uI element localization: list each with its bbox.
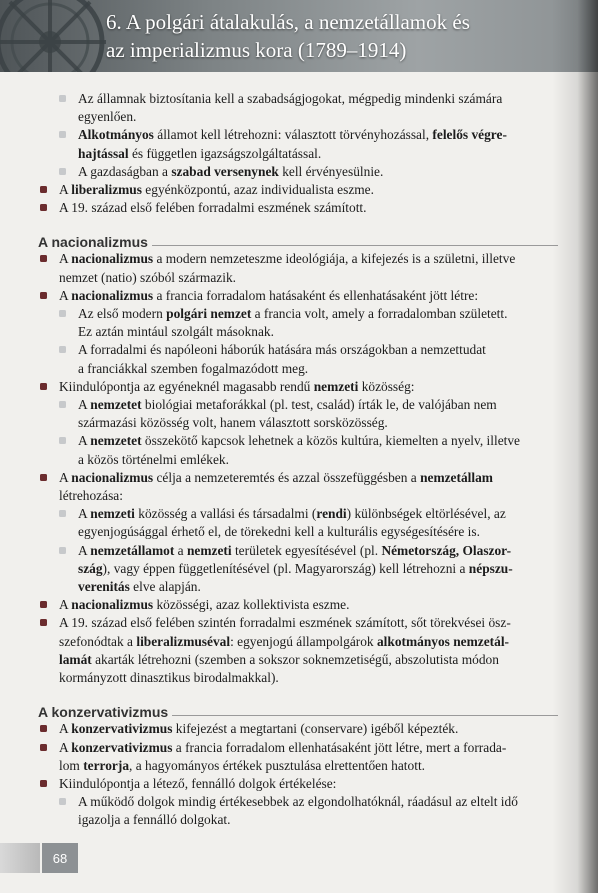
text-run: biológiai metaforákkal (pl. test, család) írták le, de valójában nem <box>141 397 497 413</box>
section-heading <box>38 696 558 720</box>
section-gap <box>38 217 558 226</box>
text-run: nemzet (natio) szóból származik. <box>59 269 236 285</box>
bold-term: nemzetállamot <box>90 542 175 558</box>
text-run: a francia forradalom ellenhatásaként jött létre, mert a forrada- <box>172 739 507 755</box>
text-run: igazolja a fennálló dolgokat. <box>78 812 231 828</box>
text-run: és független igazságszolgáltatással. <box>128 145 322 161</box>
text-line <box>38 378 558 396</box>
text-run: a francia volt, amely a forradalomban született. <box>251 306 508 322</box>
bold-term: szabad versenynek <box>171 163 279 179</box>
text-run: A <box>78 542 91 558</box>
text-run: közösség: <box>358 378 415 394</box>
page-number: 68 <box>42 843 78 873</box>
text-line <box>38 181 558 199</box>
text-run: ), vagy éppen függetlenítésével (pl. Magyarország) kell létrehozni a <box>102 560 469 576</box>
text-line <box>38 720 558 738</box>
text-run: államot kell létrehozni: választott törvényhozással, <box>153 127 433 143</box>
bold-term: felelős végre- <box>432 127 507 143</box>
text-line <box>38 323 558 341</box>
text-line <box>38 487 558 505</box>
bold-term: nacionalizmus <box>71 287 154 303</box>
text-run: összekötő kapcsok lehetnek a közös kultúra, kiemelten a nyelv, illetve <box>141 433 520 449</box>
text-run: szefonódtak a <box>59 633 137 649</box>
bold-term: liberalizmus <box>71 182 142 198</box>
text-line <box>38 451 558 469</box>
text-run: A 19. század első felében szintén forradalmi eszmének számított, sőt törekvései ösz- <box>59 615 511 631</box>
book-spine-shadow <box>552 0 598 893</box>
text-line <box>38 360 558 378</box>
bold-term: verenitás <box>78 579 130 595</box>
bullet-icon <box>40 744 47 751</box>
text-line <box>38 757 558 775</box>
text-run: kormányzott dinasztikus birodalmakkal). <box>59 670 279 686</box>
text-line <box>38 596 558 614</box>
text-line <box>38 432 558 450</box>
bold-term: nemzetállam <box>420 469 493 485</box>
bold-term: nemzetet <box>90 433 142 449</box>
text-line <box>38 126 558 144</box>
bold-term: szág <box>78 560 103 576</box>
chapter-title-line-2: az imperializmus kora (1789–1914) <box>106 38 407 62</box>
bullet-icon <box>40 619 47 626</box>
text-run: területek egyesítésével (pl. <box>231 542 382 558</box>
sub-bullet-icon <box>59 401 66 408</box>
text-line <box>38 811 558 829</box>
text-run: ) különbségek eltörlésével, az <box>346 506 506 522</box>
text-line <box>38 305 558 323</box>
text-line <box>38 250 558 268</box>
text-run: Az államnak biztosítania kell a szabadságjogokat, mégpedig mindenki számára <box>78 91 503 106</box>
text-run: Az első modern <box>78 306 167 322</box>
text-line <box>38 560 558 578</box>
sub-bullet-icon <box>59 798 66 805</box>
text-run: A <box>78 397 91 413</box>
bold-term: konzervativizmus <box>71 739 173 755</box>
text-run: a francia forradalom hatásaként és ellenhatásaként jött létre: <box>153 287 479 303</box>
text-run: a modern nemzeteszme ideológiája, a kifejezés is a születni, illetve <box>153 251 516 267</box>
text-run: A forradalmi és napóleoni háborúk hatására más országokban a nemzettudat <box>78 342 486 358</box>
section-heading <box>38 226 558 250</box>
text-run: származási közösség volt, hanem választott sorsközösség. <box>78 415 388 431</box>
text-line <box>38 505 558 523</box>
chapter-title-line-1: 6. A polgári átalakulás, a nemzetállamok és <box>106 10 470 34</box>
text-line <box>38 199 558 217</box>
text-line <box>38 633 558 651</box>
text-line <box>38 542 558 560</box>
bold-term: konzervativizmus <box>71 721 173 737</box>
bold-term: nacionalizmus <box>71 597 154 613</box>
section-rule <box>172 715 558 716</box>
bullet-icon <box>40 292 47 299</box>
bold-term: nemzeti <box>313 378 359 394</box>
bold-term: rendi <box>316 506 347 522</box>
bullet-icon <box>40 204 47 211</box>
text-line <box>38 793 558 811</box>
bullet-icon <box>40 186 47 193</box>
text-run: A <box>78 506 91 522</box>
sub-bullet-icon <box>59 310 66 317</box>
bold-term: lamát <box>59 651 92 667</box>
text-run: akarták létrehozni (szemben a sokszor soknemzetiségű, abszolutista módon <box>91 651 499 667</box>
text-run: közösség a vallási és társadalmi ( <box>134 506 317 522</box>
text-run: Kiindulópontja az egyéneknél magasabb rendű <box>59 378 314 394</box>
text-line <box>38 578 558 596</box>
bold-term: Németország, Olaszor- <box>381 542 512 558</box>
text-line <box>38 775 558 793</box>
text-line <box>38 396 558 414</box>
bold-term: nacionalizmus <box>71 469 154 485</box>
text-run: : egyenjogú állampolgárok <box>230 633 377 649</box>
text-run: egyenlően. <box>78 109 137 125</box>
sub-bullet-icon <box>59 95 66 102</box>
chapter-title <box>106 8 526 64</box>
page-content <box>38 90 558 830</box>
text-line <box>38 287 558 305</box>
text-run: A <box>59 739 72 755</box>
sub-bullet-icon <box>59 547 66 554</box>
text-line <box>38 163 558 181</box>
text-line <box>38 90 558 108</box>
text-line <box>38 145 558 163</box>
bullet-icon <box>40 780 47 787</box>
text-run: A 19. század első felében forradalmi eszmének számított. <box>59 200 367 216</box>
text-run: Ez aztán mintául szolgált másoknak. <box>78 324 274 340</box>
bold-term: nemzeti <box>90 506 135 522</box>
sub-bullet-icon <box>59 510 66 517</box>
text-run: célja a nemzeteremtés és azzal összefüggésben a <box>153 469 421 485</box>
bullet-icon <box>40 601 47 608</box>
bullet-icon <box>40 474 47 481</box>
text-line <box>38 341 558 359</box>
text-run: A <box>59 287 72 303</box>
bold-term: hajtással <box>78 145 129 161</box>
bold-term: népszu- <box>468 560 513 576</box>
text-line <box>38 739 558 757</box>
bullet-icon <box>40 383 47 390</box>
text-run: egyénközpontú, azaz individualista eszme. <box>141 182 374 198</box>
bold-term: nemzeti <box>186 542 232 558</box>
text-line <box>38 669 558 687</box>
page-number-band <box>0 843 40 873</box>
bold-term: nemzetet <box>90 397 142 413</box>
text-line <box>38 108 558 126</box>
text-line <box>38 614 558 632</box>
text-run: A <box>59 597 72 613</box>
section-gap <box>38 687 558 696</box>
bold-term: alkotmányos nemzetál- <box>376 633 509 649</box>
text-run: közösségi, azaz kollektivista eszme. <box>153 597 350 613</box>
text-run: egyenjogúsággal érhető el, de törekedni kell a kulturális egységesítésére is. <box>78 524 480 540</box>
chapter-header <box>0 0 598 72</box>
text-run: A <box>78 433 91 449</box>
text-run: A <box>59 182 72 198</box>
bold-term: nacionalizmus <box>71 251 154 267</box>
text-run: kell érvényesülnie. <box>278 163 384 179</box>
bullet-icon <box>40 255 47 262</box>
text-line <box>38 469 558 487</box>
section-title: A konzervativizmus <box>38 704 169 721</box>
section-rule <box>152 245 558 246</box>
bullet-icon <box>40 725 47 732</box>
sub-bullet-icon <box>59 437 66 444</box>
bold-term: polgári nemzet <box>166 306 252 322</box>
text-run: A <box>59 721 72 737</box>
text-run: kifejezést a megtartani (conservare) igéből képezték. <box>172 721 459 737</box>
text-run: , a hagyományos értékek pusztulása elrettentően hatott. <box>129 757 426 773</box>
text-run: lom <box>59 757 84 773</box>
text-run: elve alapján. <box>129 579 201 595</box>
text-line <box>38 651 558 669</box>
text-line <box>38 523 558 541</box>
sub-bullet-icon <box>59 346 66 353</box>
bold-term: terrorja <box>83 757 130 773</box>
bold-term: Alkotmányos <box>78 127 154 143</box>
bold-term: liberalizmuséval <box>136 633 231 649</box>
sub-bullet-icon <box>59 168 66 175</box>
section-title: A nacionalizmus <box>38 234 148 251</box>
text-run: Kiindulópontja a létező, fennálló dolgok értékelése: <box>59 775 337 791</box>
text-line <box>38 269 558 287</box>
text-run: a franciákkal szemben fogalmazódott meg. <box>78 360 309 376</box>
text-run: a <box>174 542 187 558</box>
text-run: A működő dolgok mindig értékesebbek az elgondolhatóknál, ráadásul az eltelt idő <box>78 794 518 810</box>
text-run: A <box>59 251 72 267</box>
sub-bullet-icon <box>59 131 66 138</box>
text-run: a közös történelmi emlékek. <box>78 451 229 467</box>
text-line <box>38 414 558 432</box>
text-run: A gazdaságban a <box>78 163 172 179</box>
text-run: létrehozása: <box>59 488 123 504</box>
text-run: A <box>59 469 72 485</box>
